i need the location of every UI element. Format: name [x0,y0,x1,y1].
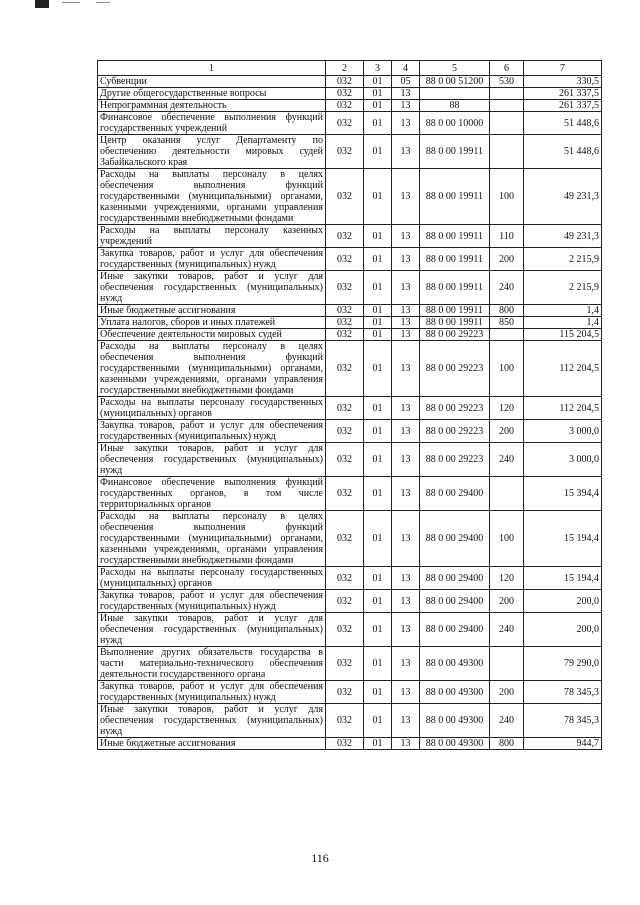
scan-dash [96,2,110,3]
row-label: Выполнение других обязательств государства в части материально-технического обеспечения деятельности государственного органа [98,647,326,681]
amount: 1,4 [524,317,602,329]
section-code: 01 [364,738,392,750]
section-code: 01 [364,76,392,88]
target-article-code: 88 0 00 19911 [420,225,490,248]
expense-type-code [490,477,524,511]
amount: 200,0 [524,613,602,647]
table-row [98,567,602,590]
admin-code: 032 [326,590,364,613]
scan-mark [35,0,49,8]
expense-type-code [490,100,524,112]
subsection-code: 13 [392,443,420,477]
table-row [98,169,602,225]
admin-code: 032 [326,647,364,681]
expense-type-code: 850 [490,317,524,329]
subsection-code: 13 [392,317,420,329]
admin-code: 032 [326,567,364,590]
target-article-code: 88 0 00 49300 [420,647,490,681]
section-code: 01 [364,112,392,135]
subsection-code: 13 [392,704,420,738]
section-code: 01 [364,704,392,738]
row-label: Иные закупки товаров, работ и услуг для обеспечения государственных (муниципальных) нужд [98,443,326,477]
section-code: 01 [364,100,392,112]
amount: 115 204,5 [524,329,602,341]
row-label: Закупка товаров, работ и услуг для обеспечения государственных (муниципальных) нужд [98,420,326,443]
table-row [98,248,602,271]
table-row [98,420,602,443]
target-article-code: 88 0 00 29223 [420,341,490,397]
row-label: Иные бюджетные ассигнования [98,738,326,750]
row-label: Центр оказания услуг Департаменту по обеспечению деятельности мировых судей Забайкальского края [98,135,326,169]
table-row [98,271,602,305]
expense-type-code: 100 [490,511,524,567]
amount: 15 394,4 [524,477,602,511]
table-row [98,135,602,169]
table-row [98,305,602,317]
row-label: Закупка товаров, работ и услуг для обеспечения государственных (муниципальных) нужд [98,248,326,271]
table-row [98,477,602,511]
row-label: Расходы на выплаты персоналу казенных учреждений [98,225,326,248]
target-article-code: 88 0 00 49300 [420,704,490,738]
amount: 112 204,5 [524,341,602,397]
row-label: Другие общегосударственные вопросы [98,88,326,100]
table-row [98,88,602,100]
subsection-code: 13 [392,248,420,271]
table-row [98,329,602,341]
table-row [98,613,602,647]
admin-code: 032 [326,511,364,567]
section-code: 01 [364,329,392,341]
expense-type-code [490,88,524,100]
target-article-code: 88 0 00 49300 [420,681,490,704]
subsection-code: 13 [392,100,420,112]
amount: 112 204,5 [524,397,602,420]
admin-code: 032 [326,169,364,225]
target-article-code: 88 [420,100,490,112]
row-label: Расходы на выплаты персоналу в целях обеспечения выполнения функций государственными (муниципальными) органами, казенными учреждениями, органами управления государственными внебюджетными фондами [98,169,326,225]
section-code: 01 [364,305,392,317]
amount: 49 231,3 [524,169,602,225]
column-header: 3 [364,61,392,76]
row-label: Расходы на выплаты персоналу государственных (муниципальных) органов [98,567,326,590]
row-label: Закупка товаров, работ и услуг для обеспечения государственных (муниципальных) нужд [98,681,326,704]
section-code: 01 [364,135,392,169]
scan-dash [62,2,80,3]
expense-type-code [490,329,524,341]
expense-type-code: 240 [490,704,524,738]
subsection-code: 13 [392,135,420,169]
target-article-code: 88 0 00 10000 [420,112,490,135]
expense-type-code: 800 [490,305,524,317]
target-article-code: 88 0 00 19911 [420,135,490,169]
subsection-code: 13 [392,738,420,750]
amount: 79 290,0 [524,647,602,681]
section-code: 01 [364,681,392,704]
table-row [98,397,602,420]
target-article-code: 88 0 00 19911 [420,248,490,271]
admin-code: 032 [326,135,364,169]
subsection-code: 13 [392,305,420,317]
row-label: Закупка товаров, работ и услуг для обеспечения государственных (муниципальных) нужд [98,590,326,613]
amount: 3 000,0 [524,420,602,443]
table-row [98,681,602,704]
admin-code: 032 [326,704,364,738]
admin-code: 032 [326,613,364,647]
budget-table [97,60,602,750]
admin-code: 032 [326,738,364,750]
table-row [98,317,602,329]
admin-code: 032 [326,341,364,397]
table-header-row [98,61,602,76]
admin-code: 032 [326,225,364,248]
target-article-code: 88 0 00 19911 [420,317,490,329]
section-code: 01 [364,477,392,511]
admin-code: 032 [326,317,364,329]
admin-code: 032 [326,88,364,100]
target-article-code: 88 0 00 51200 [420,76,490,88]
table-row [98,511,602,567]
target-article-code: 88 0 00 19911 [420,271,490,305]
table-row [98,341,602,397]
admin-code: 032 [326,305,364,317]
target-article-code: 88 0 00 29400 [420,613,490,647]
table-row [98,76,602,88]
section-code: 01 [364,443,392,477]
expense-type-code [490,647,524,681]
expense-type-code [490,135,524,169]
target-article-code: 88 0 00 29223 [420,329,490,341]
expense-type-code: 110 [490,225,524,248]
expense-type-code: 240 [490,613,524,647]
subsection-code: 13 [392,477,420,511]
section-code: 01 [364,88,392,100]
admin-code: 032 [326,477,364,511]
amount: 261 337,5 [524,88,602,100]
table-row [98,590,602,613]
target-article-code: 88 0 00 29400 [420,590,490,613]
column-header: 2 [326,61,364,76]
row-label: Иные закупки товаров, работ и услуг для обеспечения государственных (муниципальных) нужд [98,271,326,305]
admin-code: 032 [326,76,364,88]
subsection-code: 13 [392,511,420,567]
expense-type-code: 120 [490,567,524,590]
target-article-code [420,88,490,100]
target-article-code: 88 0 00 19911 [420,169,490,225]
subsection-code: 13 [392,341,420,397]
admin-code: 032 [326,271,364,305]
table-row [98,100,602,112]
table-row [98,112,602,135]
amount: 261 337,5 [524,100,602,112]
section-code: 01 [364,225,392,248]
amount: 78 345,3 [524,681,602,704]
row-label: Обеспечение деятельности мировых судей [98,329,326,341]
subsection-code: 13 [392,613,420,647]
column-header: 1 [98,61,326,76]
amount: 330,5 [524,76,602,88]
expense-type-code: 200 [490,681,524,704]
section-code: 01 [364,341,392,397]
row-label: Иные закупки товаров, работ и услуг для обеспечения государственных (муниципальных) нужд [98,613,326,647]
amount: 51 448,6 [524,135,602,169]
subsection-code: 05 [392,76,420,88]
amount: 1,4 [524,305,602,317]
section-code: 01 [364,271,392,305]
amount: 944,7 [524,738,602,750]
expense-type-code: 240 [490,443,524,477]
row-label: Непрограммная деятельность [98,100,326,112]
admin-code: 032 [326,248,364,271]
section-code: 01 [364,567,392,590]
column-header: 5 [420,61,490,76]
subsection-code: 13 [392,112,420,135]
subsection-code: 13 [392,397,420,420]
target-article-code: 88 0 00 29223 [420,420,490,443]
amount: 200,0 [524,590,602,613]
expense-type-code: 200 [490,420,524,443]
subsection-code: 13 [392,647,420,681]
admin-code: 032 [326,443,364,477]
section-code: 01 [364,613,392,647]
subsection-code: 13 [392,169,420,225]
admin-code: 032 [326,100,364,112]
amount: 49 231,3 [524,225,602,248]
table-row [98,647,602,681]
target-article-code: 88 0 00 29400 [420,511,490,567]
expense-type-code: 200 [490,590,524,613]
column-header: 7 [524,61,602,76]
amount: 78 345,3 [524,704,602,738]
section-code: 01 [364,590,392,613]
subsection-code: 13 [392,88,420,100]
amount: 15 194,4 [524,567,602,590]
column-header: 6 [490,61,524,76]
subsection-code: 13 [392,225,420,248]
row-label: Иные закупки товаров, работ и услуг для обеспечения государственных (муниципальных) нужд [98,704,326,738]
target-article-code: 88 0 00 29400 [420,567,490,590]
section-code: 01 [364,317,392,329]
row-label: Уплата налогов, сборов и иных платежей [98,317,326,329]
subsection-code: 13 [392,271,420,305]
expense-type-code [490,112,524,135]
target-article-code: 88 0 00 29400 [420,477,490,511]
page-number: 116 [311,851,329,865]
row-label: Финансовое обеспечение выполнения функций государственных органов, в том числе территориальных органов [98,477,326,511]
target-article-code: 88 0 00 29223 [420,397,490,420]
table-row [98,225,602,248]
amount: 15 194,4 [524,511,602,567]
target-article-code: 88 0 00 49300 [420,738,490,750]
subsection-code: 13 [392,329,420,341]
row-label: Финансовое обеспечение выполнения функций государственных учреждений [98,112,326,135]
target-article-code: 88 0 00 19911 [420,305,490,317]
section-code: 01 [364,647,392,681]
amount: 51 448,6 [524,112,602,135]
section-code: 01 [364,420,392,443]
section-code: 01 [364,511,392,567]
expense-type-code: 120 [490,397,524,420]
table-row [98,738,602,750]
table-row [98,704,602,738]
section-code: 01 [364,248,392,271]
row-label: Иные бюджетные ассигнования [98,305,326,317]
expense-type-code: 530 [490,76,524,88]
amount: 3 000,0 [524,443,602,477]
expense-type-code: 240 [490,271,524,305]
admin-code: 032 [326,329,364,341]
amount: 2 215,9 [524,271,602,305]
table-row [98,443,602,477]
row-label: Расходы на выплаты персоналу государственных (муниципальных) органов [98,397,326,420]
subsection-code: 13 [392,567,420,590]
expense-type-code: 200 [490,248,524,271]
column-header: 4 [392,61,420,76]
expense-type-code: 800 [490,738,524,750]
row-label: Субвенции [98,76,326,88]
section-code: 01 [364,397,392,420]
admin-code: 032 [326,420,364,443]
expense-type-code: 100 [490,169,524,225]
admin-code: 032 [326,112,364,135]
row-label: Расходы на выплаты персоналу в целях обеспечения выполнения функций государственными (муниципальными) органами, казенными учреждениями, органами управления государственными внебюджетными фондами [98,341,326,397]
row-label: Расходы на выплаты персоналу в целях обеспечения выполнения функций государственными (муниципальными) органами, казенными учреждениями, органами управления государственными внебюджетными фондами [98,511,326,567]
section-code: 01 [364,169,392,225]
subsection-code: 13 [392,420,420,443]
subsection-code: 13 [392,681,420,704]
subsection-code: 13 [392,590,420,613]
amount: 2 215,9 [524,248,602,271]
target-article-code: 88 0 00 29223 [420,443,490,477]
expense-type-code: 100 [490,341,524,397]
admin-code: 032 [326,681,364,704]
admin-code: 032 [326,397,364,420]
